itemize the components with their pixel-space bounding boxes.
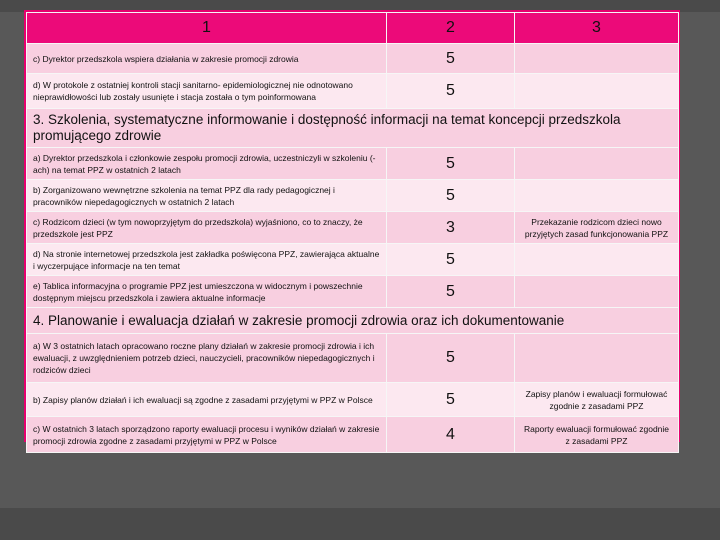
criterion-text: b) Zorganizowano wewnętrzne szkolenia na temat PPZ dla rady pedagogicznej i pracowników niepedagogicznych w ostatnich 2 latach [27, 180, 387, 212]
criterion-text: e) Tablica informacyjna o programie PPZ jest umieszczona w widocznym i powszechnie dostępnym miejscu przedszkola i zawiera aktualne informacje [27, 276, 387, 308]
recommendation-text: Raporty ewaluacji formułować zgodnie z zasadami PPZ [515, 417, 679, 453]
table-row [27, 44, 679, 74]
table-row [27, 383, 679, 417]
evaluation-table [26, 12, 679, 453]
criterion-text: b) Zapisy planów działań i ich ewaluacji są zgodne z zasadami przyjętymi w PPZ w Polsce [27, 383, 387, 417]
criterion-text: a) W 3 ostatnich latach opracowano roczne plany działań w zakresie promocji zdrowia i ich ewaluacji, z uwzględnieniem potrzeb dzieci, nauczycieli, pracowników niepedagogicznych i rodziców dzieci [27, 334, 387, 383]
table-row [27, 74, 679, 109]
table-row [27, 212, 679, 244]
score-value: 4 [387, 417, 515, 453]
column-header-3: 3 [515, 13, 679, 44]
recommendation-text [515, 244, 679, 276]
score-value: 5 [387, 383, 515, 417]
table-row [27, 244, 679, 276]
score-value: 5 [387, 276, 515, 308]
section-title: 3. Szkolenia, systematyczne informowanie i dostępność informacji na temat koncepcji przedszkola promującego zdrowie [27, 109, 679, 148]
table-row [27, 276, 679, 308]
recommendation-text: Przekazanie rodzicom dzieci nowo przyjętych zasad funkcjonowania PPZ [515, 212, 679, 244]
recommendation-text [515, 148, 679, 180]
recommendation-text [515, 44, 679, 74]
recommendation-text [515, 334, 679, 383]
recommendation-text [515, 180, 679, 212]
criterion-text: c) Dyrektor przedszkola wspiera działania w zakresie promocji zdrowia [27, 44, 387, 74]
recommendation-text [515, 74, 679, 109]
criterion-text: d) W protokole z ostatniej kontroli stacji sanitarno- epidemiologicznej nie odnotowano nieprawidłowości lub zostały usunięte i stacja została o tym poinformowana [27, 74, 387, 109]
background-band-bottom [0, 508, 720, 540]
table-row [27, 417, 679, 453]
criterion-text: c) Rodzicom dzieci (w tym nowoprzyjętym do przedszkola) wyjaśniono, co to znaczy, że przedszkole jest PPZ [27, 212, 387, 244]
score-value: 5 [387, 244, 515, 276]
score-value: 5 [387, 44, 515, 74]
section-title: 4. Planowanie i ewaluacja działań w zakresie promocji zdrowia oraz ich dokumentowanie [27, 308, 679, 334]
score-value: 5 [387, 148, 515, 180]
column-header-2: 2 [387, 13, 515, 44]
criterion-text: d) Na stronie internetowej przedszkola jest zakładka poświęcona PPZ, zawierająca aktualne i wyczerpujące informacje na ten temat [27, 244, 387, 276]
table-row [27, 180, 679, 212]
header-row [27, 13, 679, 44]
score-value: 5 [387, 334, 515, 383]
score-value: 5 [387, 180, 515, 212]
section-header-row [27, 308, 679, 334]
score-value: 3 [387, 212, 515, 244]
column-header-1: 1 [27, 13, 387, 44]
recommendation-text: Zapisy planów i ewaluacji formułować zgodnie z zasadami PPZ [515, 383, 679, 417]
criterion-text: c) W ostatnich 3 latach sporządzono raporty ewaluacji procesu i wyników działań w zakresie promocji zdrowia zgodne z zasadami przyjętymi w PPZ w Polsce [27, 417, 387, 453]
score-value: 5 [387, 74, 515, 109]
table-row [27, 148, 679, 180]
section-header-row [27, 109, 679, 148]
criterion-text: a) Dyrektor przedszkola i członkowie zespołu promocji zdrowia, uczestniczyli w szkoleniu (-ach) na temat PPZ w ostatnich 2 latach [27, 148, 387, 180]
recommendation-text [515, 276, 679, 308]
table-row [27, 334, 679, 383]
